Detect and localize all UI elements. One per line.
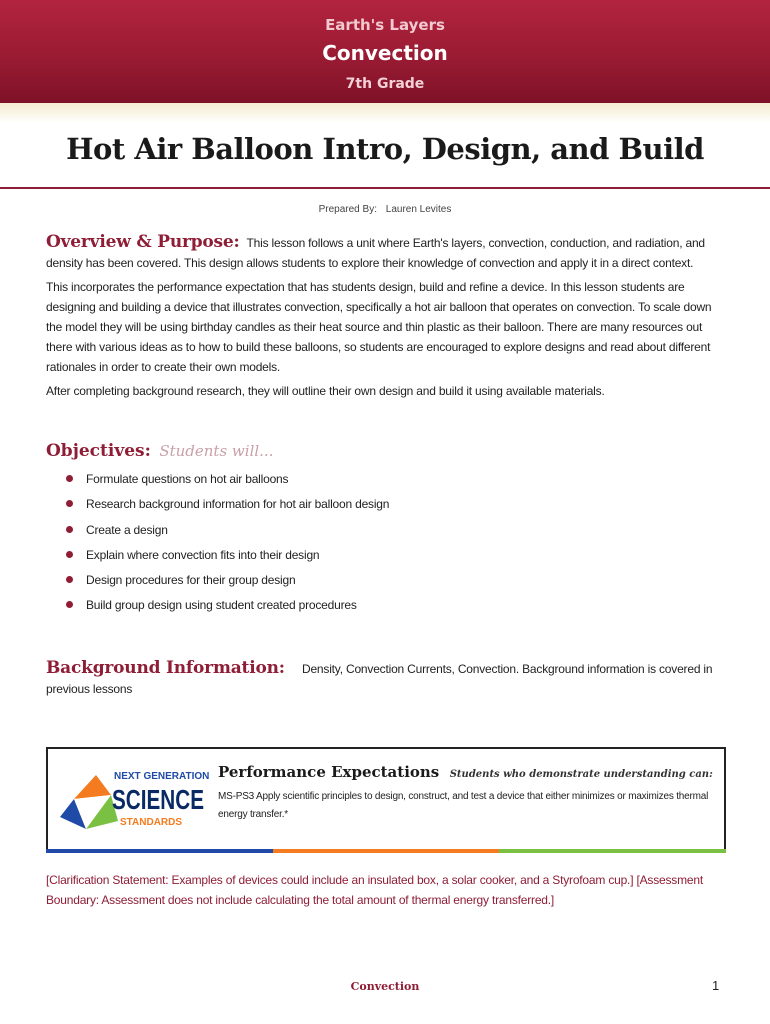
color-bar (46, 849, 726, 853)
clarification-statement: [Clarification Statement: Examples of devices could include an insulated box, a solar cooker, and a Styrofoam cup.] [Assessment Boundary: Assessment does not include calculating the total amount of thermal energy transferred.] (46, 873, 703, 907)
color-bar-orange (273, 849, 500, 853)
performance-expectations-box (46, 747, 726, 851)
bullet-icon (66, 500, 73, 507)
list-item (66, 594, 389, 619)
objectives-header (46, 441, 273, 461)
performance-header (218, 763, 718, 782)
performance-standard: MS-PS3 Apply scientific principles to design, construct, and test a device that either minimizes or maximizes thermal energy transfer.* (218, 791, 709, 820)
list-item (66, 493, 389, 518)
performance-subheading: Students who demonstrate understanding can: (449, 769, 713, 780)
banner-unit: Convection (322, 41, 448, 65)
objectives-subheading: Students will... (159, 442, 274, 460)
objective-text: Create a design (86, 522, 168, 537)
list-item (66, 569, 389, 594)
page-number: 1 (712, 978, 720, 993)
logo-line-2: SCIENCE (112, 784, 204, 815)
overview-paragraph-2: This incorporates the performance expectation that has students design, build and refine a device. In this lesson students are designing and building a device that illustrates convection, specifically a hot air balloon that operates on convection. To scale down the model they will be using birthday candles as their heat source and thin plastic as their balloon. There are many resources out there with various ideas as to how to build these balloons, so students are encouraged to explore designs and read about different rationales in order to create their own models. (46, 280, 712, 374)
title-divider (0, 187, 770, 189)
list-item (66, 544, 389, 569)
objectives-list (66, 468, 389, 620)
logo-line-3: STANDARDS (120, 817, 183, 828)
prepared-label: Prepared By: (318, 204, 377, 215)
overview-intro: This lesson follows a unit where Earth's layers, convection, conduction, and radiation, and density has been covered. This design allows students to explore their knowledge of convection and apply it in a direct context. (46, 236, 705, 270)
logo-line-1: NEXT GENERATION (114, 771, 210, 782)
banner-grade: 7th Grade (345, 76, 425, 92)
overview-section (46, 232, 726, 405)
overview-paragraph-3: After completing background research, they will outline their own design and build it using available materials. (46, 384, 605, 398)
performance-content (218, 763, 718, 824)
list-item (66, 519, 389, 544)
objectives-heading: Objectives: (46, 441, 151, 461)
objective-text: Design procedures for their group design (86, 573, 296, 588)
objective-text: Formulate questions on hot air balloons (86, 472, 289, 486)
overview-intro-paragraph (46, 232, 726, 273)
banner-topic: Earth's Layers (325, 16, 445, 34)
color-bar-green (499, 849, 726, 853)
bullet-icon (66, 475, 73, 482)
objective-text: Build group design using student created procedures (86, 598, 357, 613)
footer-title: Convection (350, 980, 420, 993)
header-banner (0, 0, 770, 103)
ngss-logo (56, 759, 216, 841)
background-heading: Background Information: (46, 658, 285, 678)
objective-text: Research background information for hot air balloon design (86, 497, 390, 512)
list-item (66, 468, 389, 493)
bullet-icon (66, 526, 73, 533)
color-bar-blue (46, 849, 273, 853)
logo-orange-segment (74, 775, 111, 799)
page-title: Hot Air Balloon Intro, Design, and Build (66, 132, 704, 166)
bullet-icon (66, 551, 73, 558)
banner-strip (0, 103, 770, 123)
prepared-by (0, 204, 770, 215)
bullet-icon (66, 576, 73, 583)
bullet-icon (66, 601, 73, 608)
background-text: Density, Convection Currents, Convection. Background information is covered in previous lessons (46, 662, 713, 696)
performance-heading: Performance Expectations (218, 763, 440, 781)
background-section (46, 658, 726, 699)
prepared-author: Lauren Levites (385, 204, 452, 215)
overview-heading: Overview & Purpose: (46, 232, 240, 252)
objective-text: Explain where convection fits into their design (86, 547, 320, 562)
